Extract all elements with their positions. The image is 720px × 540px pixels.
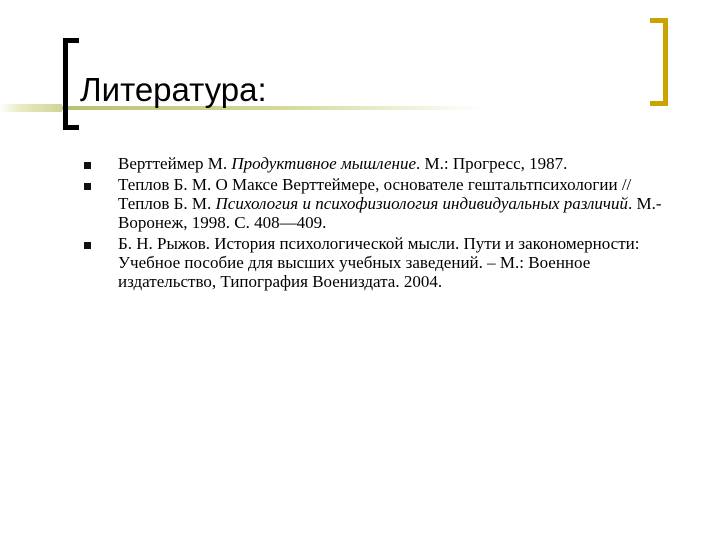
reference-book-title: Продуктивное мышление <box>231 154 416 173</box>
reference-item <box>84 154 684 173</box>
reference-text <box>118 175 684 232</box>
slide-title: Литература: <box>80 71 267 108</box>
left-bracket-decoration <box>63 38 79 130</box>
square-bullet-icon <box>84 242 91 249</box>
reference-author: Б. Н. Рыжов. История психологической мысли. Пути и закономерности: Учебное пособие для высших учебных заведений. – М.: Военное издательство, Типография Воениздата. 2004. <box>118 234 640 291</box>
right-bracket-decoration <box>650 18 668 106</box>
reference-book-title: Психология и психофизиология индивидуальных различий <box>215 194 629 213</box>
square-bullet-icon <box>84 162 91 169</box>
title-rule-fade <box>0 104 62 112</box>
reference-item <box>84 175 684 232</box>
reference-list <box>84 154 684 293</box>
reference-text <box>118 154 684 173</box>
reference-item <box>84 234 684 291</box>
reference-publication: . М.-Воронеж, 1998. С. 408—409. <box>118 194 662 232</box>
reference-publication: . М.: Прогресс, 1987. <box>416 154 568 173</box>
reference-text <box>118 234 684 291</box>
square-bullet-icon <box>84 183 91 190</box>
reference-author: Верттеймер М. <box>118 154 232 173</box>
reference-author: Теплов Б. М. О Максе Верттеймере, основателе гештальтпсихологии // Теплов Б. М. <box>118 175 632 213</box>
